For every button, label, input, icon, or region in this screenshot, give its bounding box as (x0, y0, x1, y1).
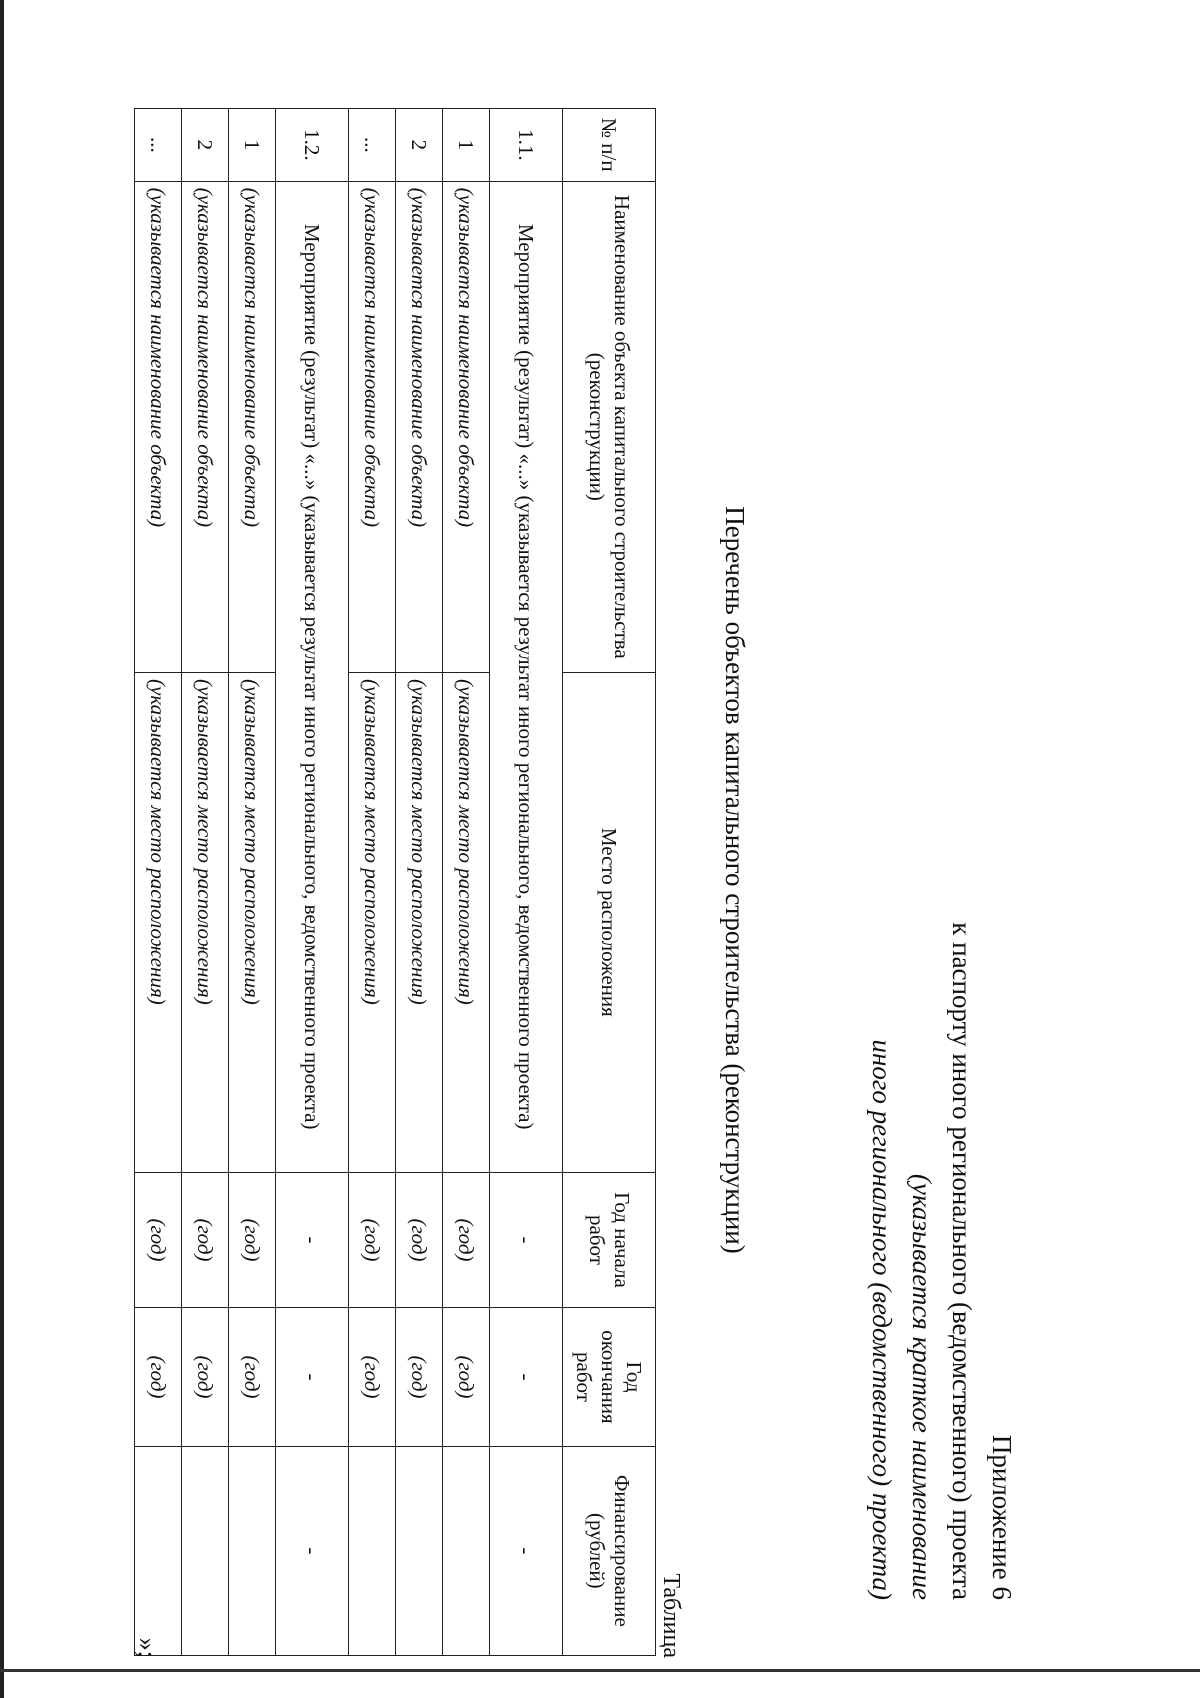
object-name: (указывается наименование объекта) (396, 181, 443, 672)
row-number: ... (349, 109, 396, 182)
col-number-header: № п/п (563, 109, 656, 182)
end-year: (год) (349, 1308, 396, 1446)
table-row (182, 109, 229, 1656)
event-description: Мероприятие (результат) «...» (указывается результат иного регионального, ведомственного проекта) (490, 181, 563, 1172)
object-name: (указывается наименование объекта) (349, 181, 396, 672)
table-row (229, 109, 276, 1656)
col-start-year-header: Год начала работ (563, 1172, 656, 1308)
object-place: (указывается место расположения) (396, 673, 443, 1173)
table-row (349, 109, 396, 1656)
financing: - (276, 1446, 349, 1655)
start-year: (год) (182, 1172, 229, 1308)
start-year: (год) (349, 1172, 396, 1308)
table-row-event (490, 109, 563, 1656)
start-year: (год) (443, 1172, 490, 1308)
row-number: 1 (229, 109, 276, 182)
object-name: (указывается наименование объекта) (443, 181, 490, 672)
row-number: 2 (396, 109, 443, 182)
object-name: (указывается наименование объекта) (135, 181, 182, 672)
row-number: 1 (443, 109, 490, 182)
scan-edge-bottom (0, 1669, 1200, 1672)
start-year: (год) (229, 1172, 276, 1308)
document-title: Перечень объектов капитального строительства (реконструкции) (720, 506, 750, 1254)
closing-mark: »; (133, 1637, 162, 1658)
end-year: (год) (229, 1308, 276, 1446)
end-year: - (490, 1308, 563, 1446)
financing: - (490, 1446, 563, 1655)
object-name: (указывается наименование объекта) (182, 181, 229, 672)
row-number: 1.1. (490, 109, 563, 182)
appendix-header (862, 922, 1022, 1600)
start-year: - (490, 1172, 563, 1308)
end-year: (год) (135, 1308, 182, 1446)
col-place-header: Место расположения (563, 673, 656, 1173)
project-name-line1: (указывается краткое наименование (907, 1173, 937, 1600)
object-place: (указывается место расположения) (135, 673, 182, 1173)
scan-edge-left (0, 0, 4, 1698)
appendix-title: Приложение 6 (987, 1434, 1017, 1600)
table-row (443, 109, 490, 1656)
financing (443, 1446, 490, 1655)
financing (396, 1446, 443, 1655)
start-year: (год) (396, 1172, 443, 1308)
financing (229, 1446, 276, 1655)
row-number: 1.2. (276, 109, 349, 182)
table-header-row (563, 109, 656, 1656)
financing (182, 1446, 229, 1655)
appendix-subtitle: к паспорту иного регионального (ведомственного) проекта (947, 922, 977, 1600)
col-financing-header: Финансирование (рублей) (563, 1446, 656, 1655)
col-name-header: Наименование объекта капитального строительства (реконструкции) (563, 181, 656, 672)
object-name: (указывается наименование объекта) (229, 181, 276, 672)
object-place: (указывается место расположения) (443, 673, 490, 1173)
end-year: - (276, 1308, 349, 1446)
rotated-page (80, 100, 1040, 1660)
start-year: - (276, 1172, 349, 1308)
event-description: Мероприятие (результат) «...» (указывается результат иного регионального, ведомственного проекта) (276, 181, 349, 1172)
col-end-year-header: Год окончания работ (563, 1308, 656, 1446)
table-row (396, 109, 443, 1656)
row-number: ... (135, 109, 182, 182)
end-year: (год) (443, 1308, 490, 1446)
project-name-line2: иного регионального (ведомственного) проекта) (867, 1039, 897, 1600)
end-year: (год) (396, 1308, 443, 1446)
financing (349, 1446, 396, 1655)
financing (135, 1446, 182, 1655)
object-place: (указывается место расположения) (182, 673, 229, 1173)
row-number: 2 (182, 109, 229, 182)
table-row-event (276, 109, 349, 1656)
table-row (135, 109, 182, 1656)
start-year: (год) (135, 1172, 182, 1308)
table-label: Таблица (658, 1573, 684, 1658)
end-year: (год) (182, 1308, 229, 1446)
object-place: (указывается место расположения) (349, 673, 396, 1173)
objects-table (134, 108, 656, 1656)
object-place: (указывается место расположения) (229, 673, 276, 1173)
